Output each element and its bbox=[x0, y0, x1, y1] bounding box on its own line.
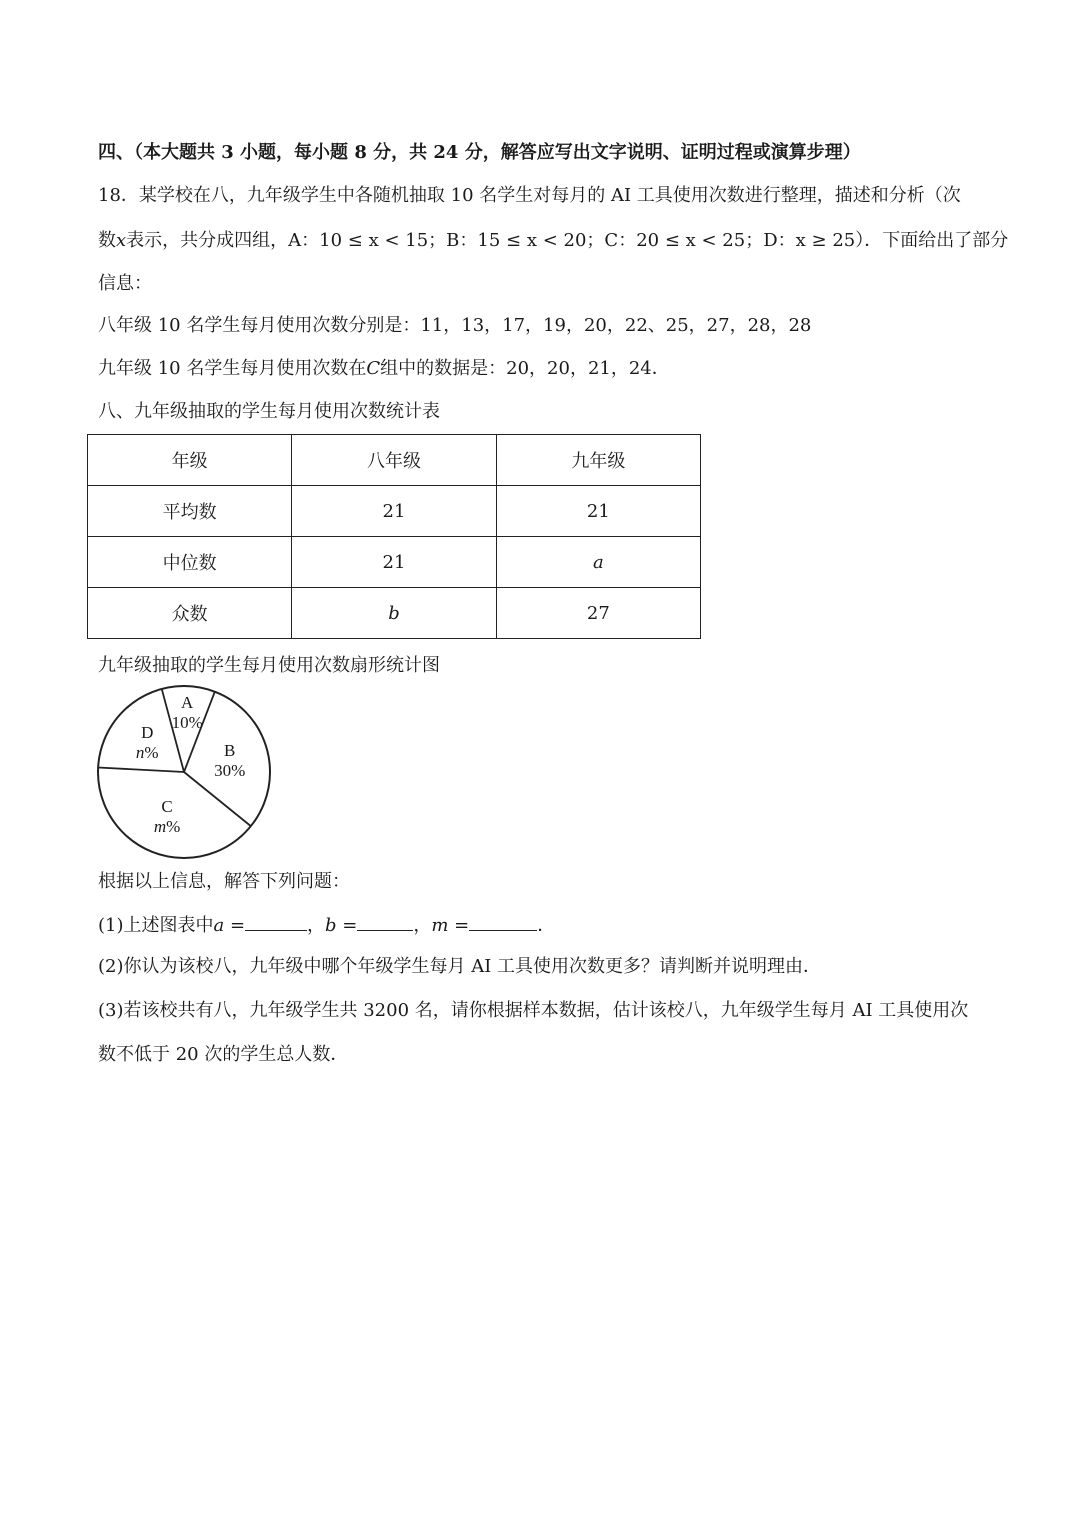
pie-slice-d-boundary bbox=[98, 767, 184, 772]
pie-slice-c-label: m% bbox=[153, 817, 181, 837]
table-row bbox=[88, 588, 701, 639]
table-row bbox=[88, 486, 701, 537]
pie-slice-d-label: n% bbox=[135, 743, 159, 763]
table-header-cell: 年级 bbox=[88, 435, 292, 486]
table-header-cell: 九年级 bbox=[496, 435, 700, 486]
table-cell: 21 bbox=[292, 537, 496, 588]
problem-line-1: 18．某学校在八，九年级学生中各随机抽取 10 名学生对每月的 AI 工具使用次数进行整理，描述和分析（次 bbox=[98, 185, 961, 206]
pie-slice-c-name: C bbox=[161, 797, 173, 817]
group-d-range: D：x ≥ 25）．下面给出了部分 bbox=[763, 230, 1009, 251]
q1-a-label: a = bbox=[213, 915, 246, 936]
problem-line-2-text-a: 数 bbox=[98, 230, 116, 251]
q1-sep: ， bbox=[307, 915, 326, 936]
table-cell: 众数 bbox=[88, 588, 292, 639]
pie-slice-b-label: 30% bbox=[214, 760, 246, 780]
pie-slice-c-boundary bbox=[184, 772, 251, 826]
grade9-data-text-a: 九年级 10 名学生每月使用次数在 bbox=[98, 358, 367, 379]
pie-title: 九年级抽取的学生每月使用次数扇形统计图 bbox=[98, 655, 440, 676]
grade9-data bbox=[98, 357, 670, 381]
group-b-range: B：15 ≤ x < 20； bbox=[446, 230, 605, 251]
var-x: x bbox=[116, 230, 127, 251]
q1-end: ． bbox=[537, 915, 556, 936]
stats-table bbox=[87, 434, 701, 639]
table-header-row bbox=[88, 435, 701, 486]
table-cell: b bbox=[292, 588, 496, 639]
group-a-range: A：10 ≤ x < 15； bbox=[288, 230, 447, 251]
grade9-data-text-b: 组中的数据是：20，20，21，24． bbox=[380, 358, 670, 379]
q1-b-blank[interactable] bbox=[357, 912, 413, 931]
question-3-line-1: (3)若该校共有八，九年级学生共 3200 名，请你根据样本数据，估计该校八，九年级学生每月 AI 工具使用次 bbox=[98, 1000, 969, 1021]
problem-line-2 bbox=[98, 229, 1008, 253]
pie-slice-a-name: A bbox=[181, 692, 194, 712]
problem-line-2-text-b: 表示，共分成四组， bbox=[126, 230, 289, 251]
question-3-line-2: 数不低于 20 次的学生总人数． bbox=[98, 1044, 349, 1065]
pie-slice-b-name: B bbox=[224, 740, 236, 760]
group-c-range: C：20 ≤ x < 25； bbox=[604, 230, 764, 251]
q1-m-blank[interactable] bbox=[469, 912, 537, 931]
q1-m-label: m = bbox=[431, 915, 470, 936]
table-title: 八、九年级抽取的学生每月使用次数统计表 bbox=[98, 401, 440, 422]
table-header-cell: 八年级 bbox=[292, 435, 496, 486]
pie-chart bbox=[90, 680, 280, 860]
table-cell: 21 bbox=[292, 486, 496, 537]
pie-slice-d-name: D bbox=[141, 723, 154, 743]
q1-a-blank[interactable] bbox=[245, 912, 307, 931]
q1-prefix: (1)上述图表中 bbox=[98, 915, 214, 936]
grade8-data: 八年级 10 名学生每月使用次数分别是：11，13，17，19，20，22、25，27，28，28 bbox=[98, 315, 812, 336]
table-cell: 21 bbox=[496, 486, 700, 537]
questions-intro: 根据以上信息，解答下列问题： bbox=[98, 871, 350, 892]
table-cell: 27 bbox=[496, 588, 700, 639]
q1-b-label: b = bbox=[325, 915, 358, 936]
table-cell: a bbox=[496, 537, 700, 588]
pie-slice-a-label: 10% bbox=[171, 712, 203, 732]
q1-sep: ， bbox=[413, 915, 432, 936]
section-heading: 四、（本大题共 3 小题，每小题 8 分，共 24 分，解答应写出文字说明、证明过程或演算步理） bbox=[98, 142, 861, 163]
var-c: C bbox=[366, 358, 381, 379]
question-1 bbox=[98, 912, 555, 938]
problem-line-3: 信息： bbox=[98, 273, 152, 294]
question-2: (2)你认为该校八，九年级中哪个年级学生每月 AI 工具使用次数更多？请判断并说明理由． bbox=[98, 956, 822, 977]
table-cell: 平均数 bbox=[88, 486, 292, 537]
table-row bbox=[88, 537, 701, 588]
table-cell: 中位数 bbox=[88, 537, 292, 588]
